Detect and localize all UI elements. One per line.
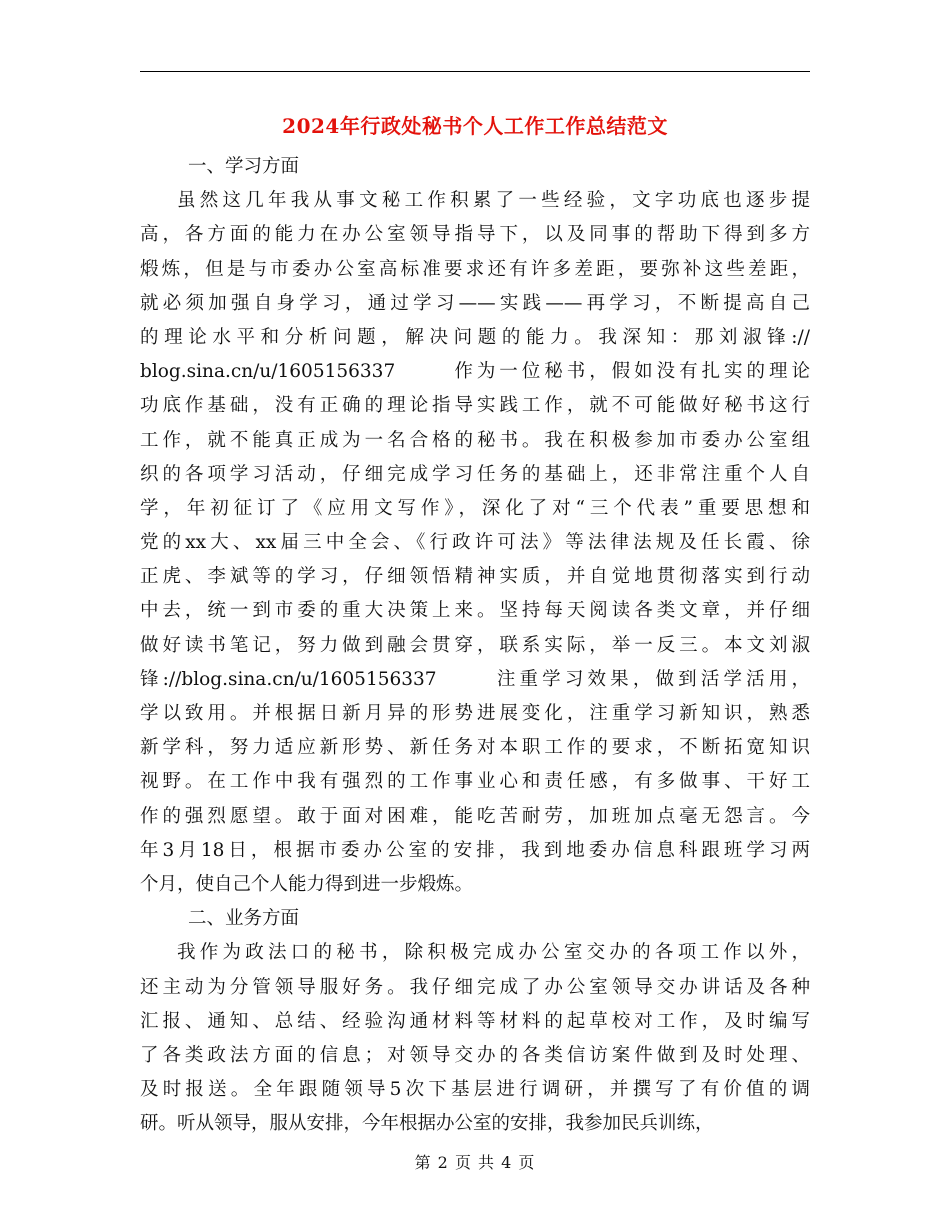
- section-heading: 二、业务方面: [188, 908, 300, 930]
- paragraph-line: 就必须加强自身学习，通过学习——实践——再学习，不断提高自己: [140, 292, 810, 314]
- paragraph-line: 了各类政法方面的信息；对领导交办的各类信访案件做到及时处理、: [140, 1044, 810, 1066]
- document-body: [140, 150, 810, 1141]
- paragraph-line: 锋://blog.sina.cn/u/1605156337 注重学习效果，做到活学活用，: [140, 668, 810, 690]
- paragraph-line: 作的强烈愿望。敢于面对困难，能吃苦耐劳，加班加点毫无怨言。今: [140, 805, 810, 827]
- section-heading: 一、学习方面: [188, 156, 300, 177]
- header-rule: [140, 71, 810, 72]
- paragraph-line: 视野。在工作中我有强烈的工作事业心和责任感，有多做事、干好工: [140, 771, 810, 793]
- paragraph-line: blog.sina.cn/u/1605156337 作为一位秘书，假如没有扎实的理论: [140, 361, 810, 383]
- paragraph-line: 虽然这几年我从事文秘工作积累了一些经验，文字功底也逐步提: [177, 190, 810, 212]
- paragraph-line: 工作，就不能真正成为一名合格的秘书。我在积极参加市委办公室组: [140, 429, 810, 451]
- paragraph-line: 个月，使自己个人能力得到进一步煅炼。: [140, 873, 474, 895]
- page-footer: 第 2 页 共 4 页: [414, 1153, 536, 1172]
- paragraph-line: 及时报送。全年跟随领导5次下基层进行调研，并撰写了有价值的调: [140, 1079, 810, 1101]
- paragraph-line: 功底作基础，没有正确的理论指导实践工作，就不可能做好秘书这行: [140, 395, 810, 417]
- paragraph-line: 煅炼，但是与市委办公室高标准要求还有许多差距，要弥补这些差距，: [140, 258, 810, 280]
- paragraph-line: 织的各项学习活动，仔细完成学习任务的基础上，还非常注重个人自: [140, 463, 810, 485]
- paragraph-line: 研。听从领导，服从安排，今年根据办公室的安排，我参加民兵训练，: [140, 1113, 714, 1135]
- paragraph-line: 还主动为分管领导服好务。我仔细完成了办公室领导交办讲话及各种: [140, 976, 810, 998]
- document-title: 2024年行政处秘书个人工作工作总结范文: [282, 114, 668, 138]
- paragraph-line: 的理论水平和分析问题，解决问题的能力。我深知：那刘淑锋://: [140, 326, 810, 348]
- paragraph-line: 学，年初征订了《应用文写作》，深化了对“三个代表”重要思想和: [140, 497, 810, 519]
- paragraph-line: 做好读书笔记，努力做到融会贯穿，联系实际，举一反三。本文刘淑: [140, 634, 810, 656]
- paragraph-line: 党的xx大、xx届三中全会、《行政许可法》等法律法规及任长霞、徐: [140, 532, 810, 554]
- paragraph-line: 高，各方面的能力在办公室领导指导下，以及同事的帮助下得到多方: [140, 224, 810, 246]
- paragraph-line: 学以致用。并根据日新月异的形势进展变化，注重学习新知识，熟悉: [140, 703, 810, 724]
- paragraph-line: 新学科，努力适应新形势、新任务对本职工作的要求，不断拓宽知识: [140, 737, 810, 759]
- paragraph-line: 正虎、李斌等的学习，仔细领悟精神实质，并自觉地贯彻落实到行动: [140, 566, 810, 588]
- paragraph-line: 年3月18日，根据市委办公室的安排，我到地委办信息科跟班学习两: [140, 839, 810, 861]
- paragraph-line: 我作为政法口的秘书，除积极完成办公室交办的各项工作以外，: [177, 942, 810, 964]
- paragraph-line: 中去，统一到市委的重大决策上来。坚持每天阅读各类文章，并仔细: [140, 600, 810, 622]
- paragraph-line: 汇报、通知、总结、经验沟通材料等材料的起草校对工作，及时编写: [140, 1010, 810, 1032]
